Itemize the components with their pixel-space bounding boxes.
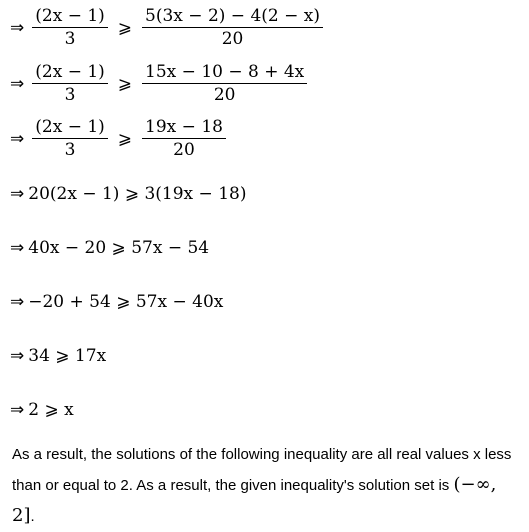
step-2	[10, 62, 311, 105]
step-1	[10, 6, 327, 49]
expression: 40x − 20 ⩾ 57x − 54	[28, 238, 210, 258]
step-5	[10, 236, 209, 260]
denominator: 20	[173, 140, 195, 160]
expression: 2 ⩾ x	[28, 400, 74, 420]
fraction-right	[142, 6, 323, 49]
denominator: 3	[64, 140, 76, 160]
fraction-right	[142, 62, 307, 105]
implies-arrow: ⇒	[10, 184, 25, 204]
numerator: (2x − 1)	[32, 62, 108, 84]
conclusion-paragraph	[12, 440, 522, 532]
step-7	[10, 344, 106, 368]
implies-arrow: ⇒	[10, 128, 25, 149]
conclusion-line-1: As a result, the solutions of the following inequality are all real values x less	[12, 446, 512, 463]
relation: ⩾	[117, 128, 133, 149]
conclusion-line-2	[12, 470, 522, 532]
solution-interval: (−∞, 2]	[12, 474, 497, 526]
relation: ⩾	[117, 73, 133, 94]
denominator: 3	[64, 29, 76, 49]
implies-arrow: ⇒	[10, 17, 25, 38]
expression: 20(2x − 1) ⩾ 3(19x − 18)	[28, 184, 247, 204]
denominator: 3	[64, 85, 76, 105]
numerator: (2x − 1)	[32, 117, 108, 139]
implies-arrow: ⇒	[10, 346, 25, 366]
fraction-left	[32, 117, 108, 160]
fraction-left	[32, 62, 108, 105]
conclusion-period: .	[30, 508, 35, 525]
expression: −20 + 54 ⩾ 57x − 40x	[28, 292, 224, 312]
step-3	[10, 117, 230, 160]
numerator: 15x − 10 − 8 + 4x	[142, 62, 307, 84]
conclusion-text: than or equal to 2. As a result, the given inequality's solution set is	[12, 477, 454, 494]
implies-arrow: ⇒	[10, 292, 25, 312]
step-4	[10, 182, 246, 206]
expression: 34 ⩾ 17x	[28, 346, 107, 366]
numerator: 19x − 18	[142, 117, 226, 139]
numerator: (2x − 1)	[32, 6, 108, 28]
step-6	[10, 290, 223, 314]
relation: ⩾	[117, 17, 133, 38]
fraction-right	[142, 117, 226, 160]
implies-arrow: ⇒	[10, 238, 25, 258]
implies-arrow: ⇒	[10, 400, 25, 420]
denominator: 20	[221, 29, 244, 49]
fraction-left	[32, 6, 108, 49]
denominator: 20	[213, 85, 236, 105]
step-8	[10, 398, 74, 422]
numerator: 5(3x − 2) − 4(2 − x)	[142, 6, 323, 28]
implies-arrow: ⇒	[10, 73, 25, 94]
